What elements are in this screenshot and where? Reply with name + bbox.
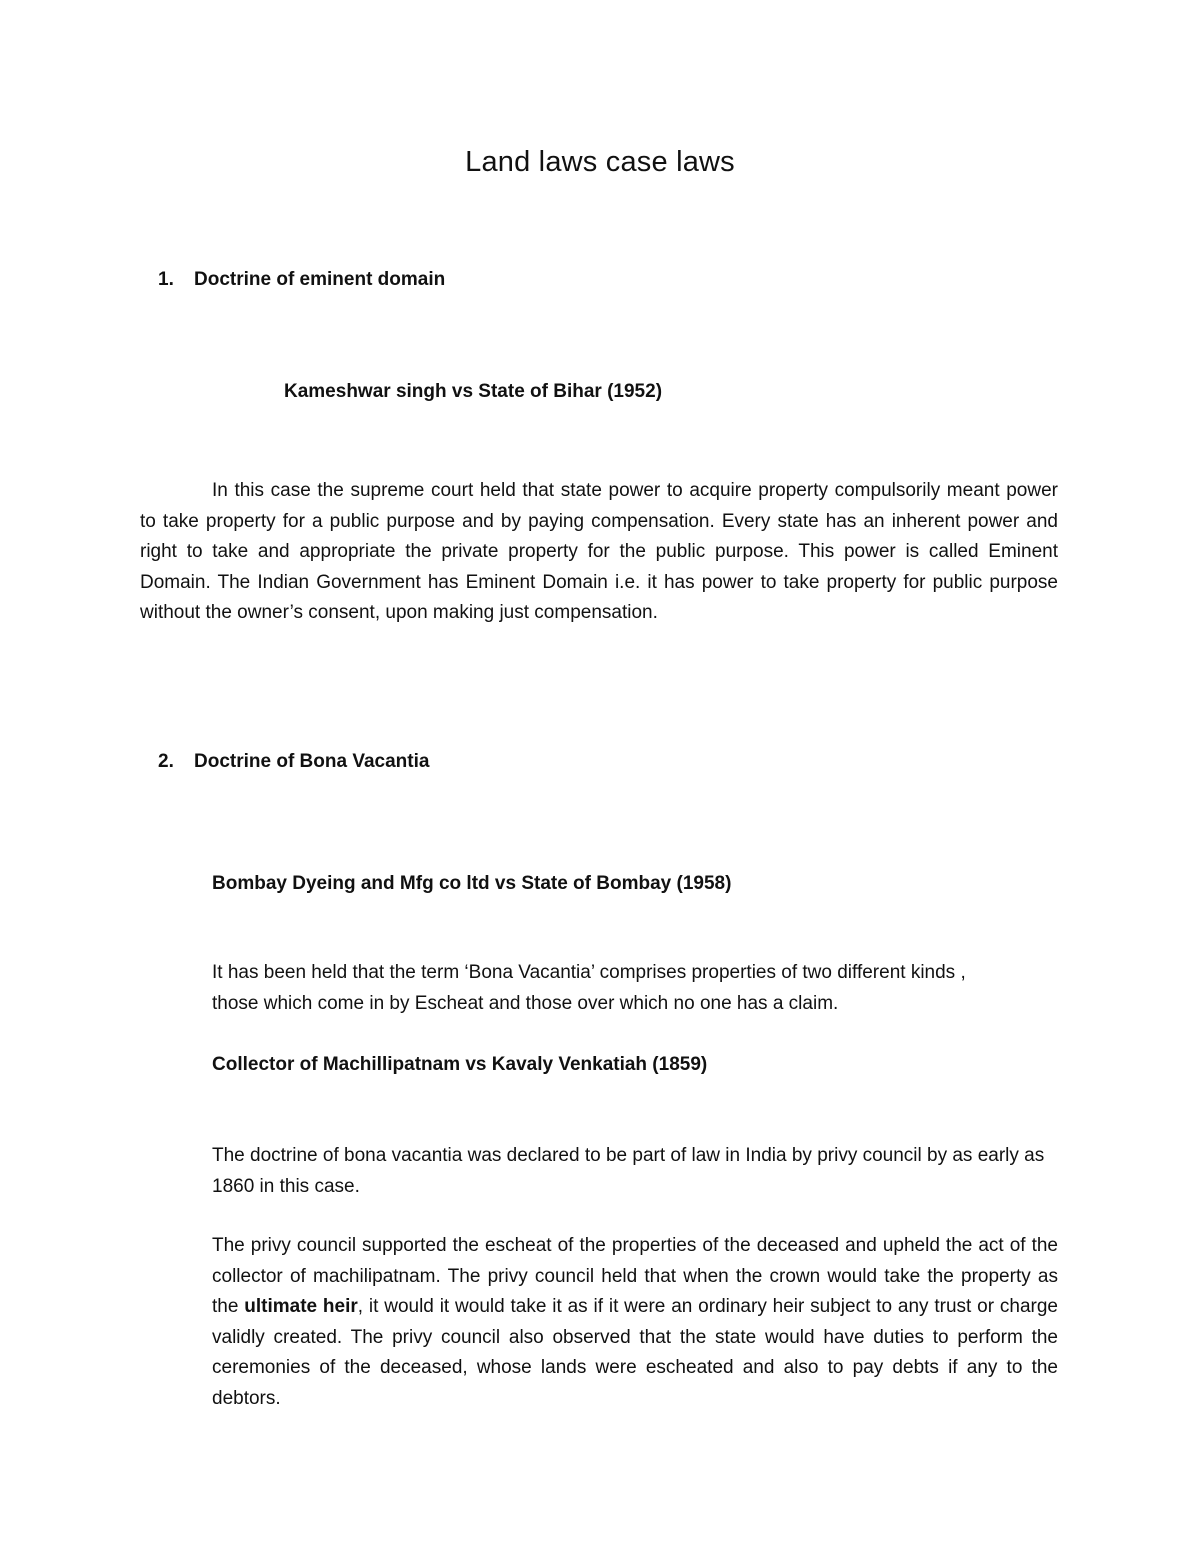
emphasis-ultimate-heir: ultimate heir (244, 1296, 358, 1317)
case-paragraph-collector-1: The doctrine of bona vacantia was declared to be part of law in India by privy council by as early as 1860 in this case. (212, 1145, 1045, 1197)
section-number: 2. (158, 751, 174, 772)
case-title-collector-machillipatnam: Collector of Machillipatnam vs Kavaly Venkatiah (1859) (212, 1054, 708, 1075)
case-title-kameshwar-singh: Kameshwar singh vs State of Bihar (1952) (284, 381, 663, 402)
section-heading-text: Doctrine of Bona Vacantia (194, 751, 430, 772)
section-number: 1. (158, 269, 174, 290)
section-heading-text: Doctrine of eminent domain (194, 269, 446, 290)
case-title-bombay-dyeing: Bombay Dyeing and Mfg co ltd vs State of Bombay (1958) (212, 873, 732, 894)
paragraph-text-before: The privy council supported the escheat of the properties of the deceased and upheld the act of the collector of machilipatnam. The privy council held that when the crown would take the property as the (212, 1235, 1058, 1317)
section-heading-bona-vacantia (158, 751, 429, 773)
case-paragraph-collector-2 (212, 1231, 1058, 1414)
case-paragraph-bombay-dyeing: It has been held that the term ‘Bona Vacantia’ comprises properties of two different kinds , those which come in by Escheat and those over which no one has a claim. (212, 962, 966, 1014)
paragraph-text: In this case the supreme court held that state power to acquire property compulsorily meant power to take property for a public purpose and by paying compensation. Every state has an inherent power and right to take and appropriate the private property for the public purpose. This power is called Eminent Domain. The Indian Government has Eminent Domain i.e. it has power to take property for public purpose without the owner’s consent, upon making just compensation. (140, 480, 1058, 623)
section-heading-eminent-domain (158, 269, 445, 291)
document-title: Land laws case laws (465, 146, 735, 178)
case-paragraph-kameshwar-singh (140, 476, 1058, 629)
paragraph-text-after: , it would it would take it as if it were an ordinary heir subject to any trust or charge validly created. The privy council also observed that the state would have duties to perform the ceremonies of the deceased, whose lands were escheated and also to pay debts if any to the debtors. (212, 1296, 1058, 1409)
